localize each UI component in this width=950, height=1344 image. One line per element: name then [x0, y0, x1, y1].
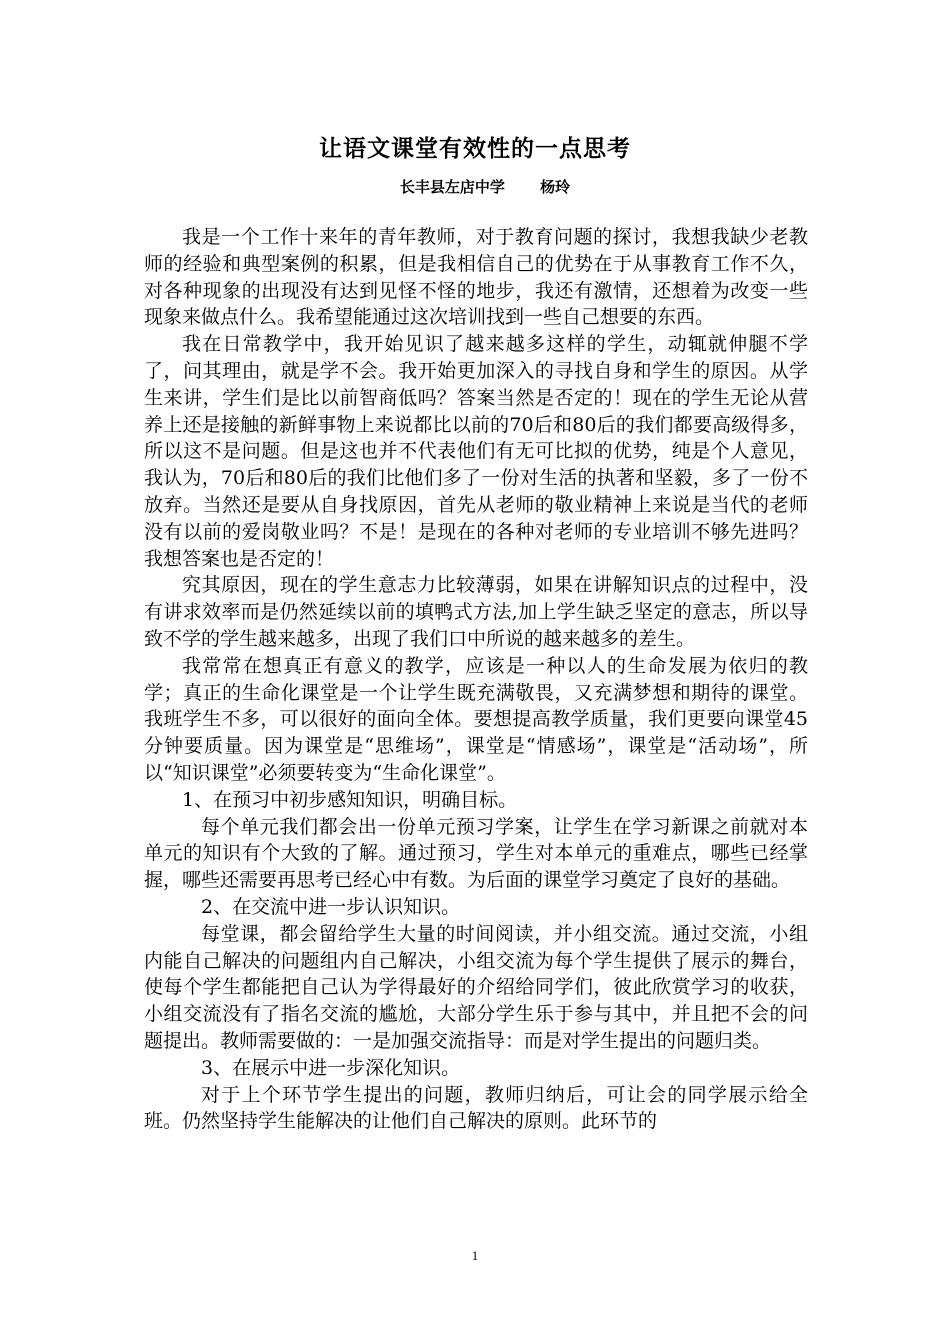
document-body	[144, 224, 808, 1135]
byline	[0, 176, 950, 197]
paragraph: 对于上个环节学生提出的问题，教师归纳后，可让会的同学展示给全班。仍然坚持学生能解决的让他们自己解决的原则。此环节的	[144, 1083, 808, 1133]
paragraph: 每个单元我们都会出一份单元预习学案，让学生在学习新课之前就对本单元的知识有个大致的了解。通过预习，学生对本单元的重难点，哪些已经掌握，哪些还需要再思考已经心中有数。为后面的课堂学习奠定了良好的基础。	[144, 815, 808, 892]
paragraph: 我常常在想真正有意义的教学，应该是一种以人的生命发展为依归的教学；真正的生命化课堂是一个让学生既充满敬畏，又充满梦想和期待的课堂。我班学生不多，可以很好的面向全体。要想提高教学质量，我们更要向课堂45分钟要质量。因为课堂是“思维场”，课堂是“情感场”，课堂是“活动场”，所以“知识课堂”必须要转变为“生命化课堂”。	[144, 654, 808, 784]
document-title: 让语文课堂有效性的一点思考	[319, 135, 631, 162]
paragraph: 我在日常教学中，我开始见识了越来越多这样的学生，动辄就伸腿不学了，问其理由，就是学不会。我开始更加深入的寻找自身和学生的原因。从学生来讲，学生们是比以前智商低吗？答案当然是否定的！现在的学生无论从营养上还是接触的新鲜事物上来说都比以前的70后和80后的我们都要高级得多，所以这不是问题。但是这也并不代表他们有无可比拟的优势，纯是个人意见，我认为，70后和80后的我们比他们多了一份对生活的执著和坚毅，多了一份不放弃。当然还是要从自身找原因，首先从老师的敬业精神上来说是当代的老师没有以前的爱岗敬业吗？不是！是现在的各种对老师的专业培训不够先进吗？我想答案也是否定的！	[144, 333, 808, 570]
page-number: 1	[471, 1248, 479, 1263]
author-name: 杨玲	[540, 178, 571, 196]
author-school: 长丰县左店中学	[399, 178, 505, 196]
list-heading: 1、在预习中初步感知知识，明确目标。	[182, 788, 518, 811]
paragraph: 我是一个工作十来年的青年教师，对于教育问题的探讨，我想我缺少老教师的经验和典型案例的积累，但是我相信自己的优势在于从事教育工作不久，对各种现象的出现没有达到见怪不怪的地步，我还有激情，还想着为改变一些现象来做点什么。我希望能通过这次培训找到一些自己想要的东西。	[144, 226, 808, 329]
paragraph: 究其原因，现在的学生意志力比较薄弱，如果在讲解知识点的过程中，没有讲求效率而是仍然延续以前的填鸭式方法,加上学生缺乏坚定的意志，所以导致不学的学生越来越多，出现了我们口中所说的越来越多的差生。	[144, 574, 808, 650]
list-heading: 2、在交流中进一步认识知识。	[201, 895, 461, 918]
paragraph: 每堂课，都会留给学生大量的时间阅读，并小组交流。通过交流，小组内能自己解决的问题组内自己解决，小组交流为每个学生提供了展示的舞台，使每个学生都能把自己认为学得最好的介绍给同学们，彼此欣赏学习的收获，小组交流没有了指名交流的尴尬，大部分学生乐于参与其中，并且把不会的问题提出。教师需要做的：一是加强交流指导：而是对学生提出的问题归类。	[144, 922, 808, 1052]
list-heading: 3、在展示中进一步深化知识。	[201, 1056, 461, 1079]
